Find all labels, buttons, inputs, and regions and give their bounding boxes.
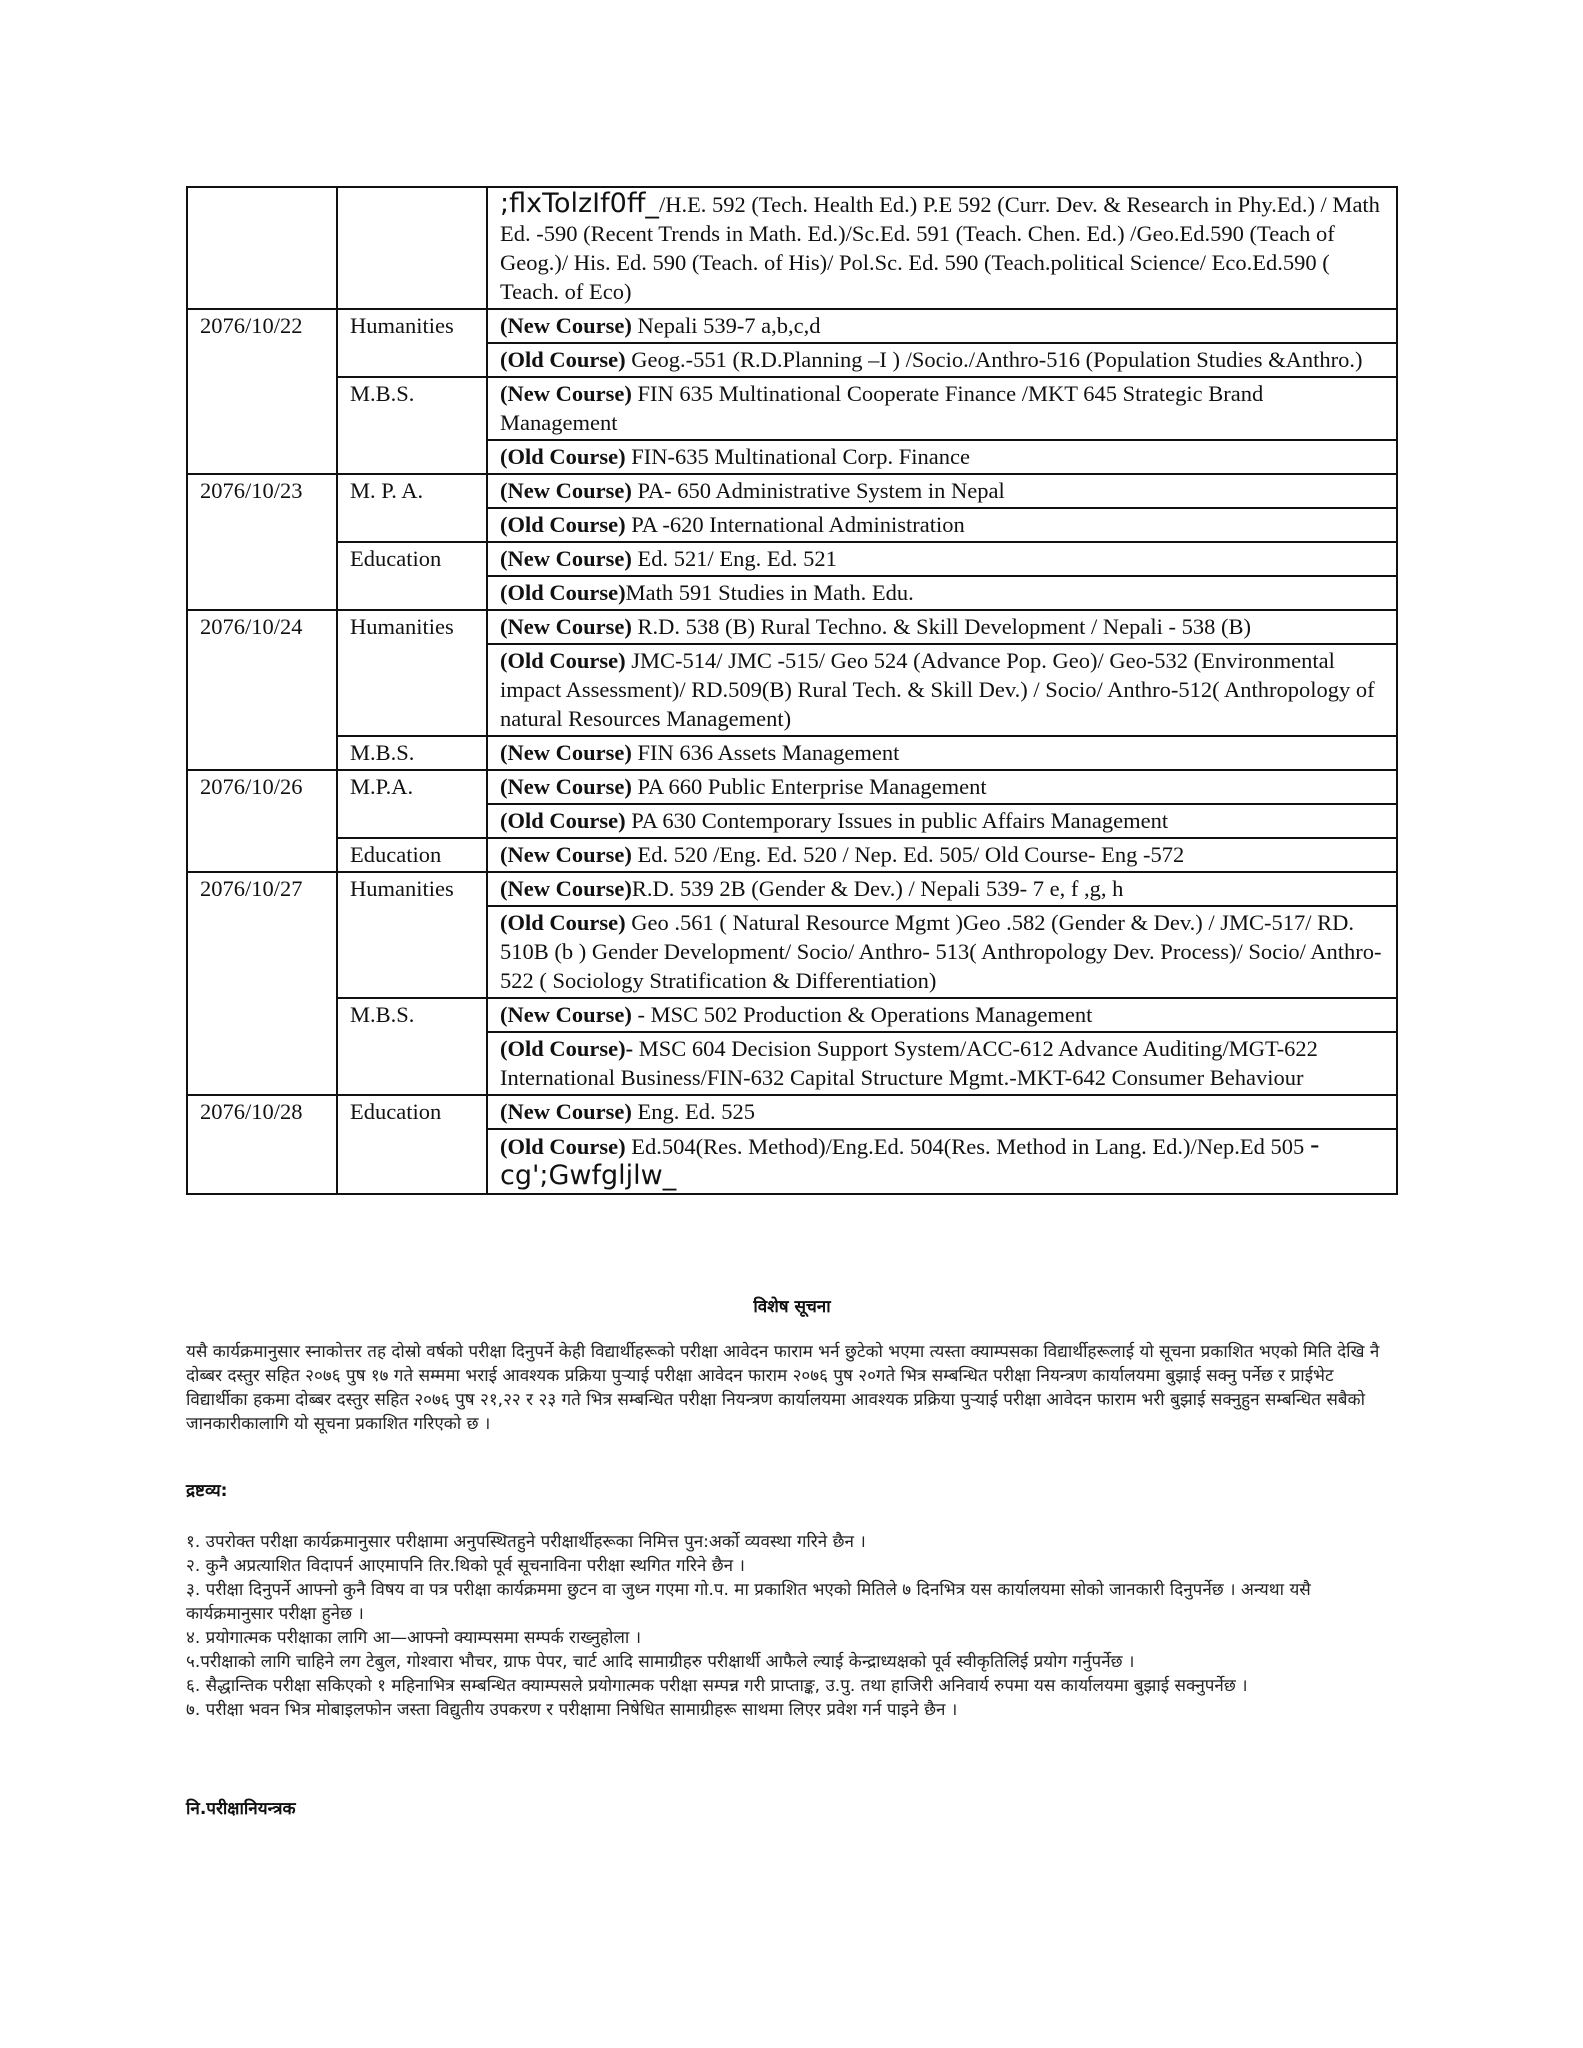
course-type-label: (New Course) (500, 842, 632, 867)
course-text: Math 591 Studies in Math. Edu. (625, 580, 914, 605)
faculty-cell (337, 576, 487, 610)
remarks-list (186, 1530, 1398, 1722)
course-cell (487, 377, 1397, 440)
exam-date-cell: 2076/10/23 (187, 474, 337, 508)
faculty-cell: M.B.S. (337, 736, 487, 770)
course-text: Nepali 539-7 a,b,c,d (631, 313, 821, 338)
course-type-label: (Old Course) (500, 808, 626, 833)
course-cell (487, 644, 1397, 736)
course-text: /H.E. 592 (Tech. Health Ed.) P.E 592 (Curr. Dev. & Research in Phy.Ed.) / Math Ed. -590 (Recent Trends in Math. Ed.)/Sc.Ed. 591 (Teach. Chen. Ed.) /Geo.Ed.590 (Teach of Geog.)/ His. Ed. 590 (Teach. of His)/ Pol.Sc. Ed. 590 (Teach.political Science/ Eco.Ed.590 ( Teach. of Eco) (500, 192, 1380, 304)
exam-date-cell (187, 1032, 337, 1095)
exam-date-cell (187, 804, 337, 838)
course-type-label: (Old Course) (500, 910, 626, 935)
faculty-cell: M.B.S. (337, 377, 487, 440)
course-cell (487, 474, 1397, 508)
exam-date-cell (187, 838, 337, 872)
encoded-text: -cg';Gwfgljlw_ (500, 1130, 1320, 1191)
signature-title: नि.परीक्षानियन्त्रक (186, 1799, 296, 1819)
course-cell (487, 872, 1397, 906)
course-text: Ed. 520 /Eng. Ed. 520 / Nep. Ed. 505/ Old Course- Eng -572 (631, 842, 1185, 867)
course-text: PA -620 International Administration (625, 512, 965, 537)
remark-item: ४. प्रयोगात्मक परीक्षाका लागि आ—आफ्नो क्याम्पसमा सम्पर्क राख्नुहोला । (186, 1628, 642, 1648)
faculty-cell: Humanities (337, 309, 487, 343)
course-text: JMC-514/ JMC -515/ Geo 524 (Advance Pop. Geo)/ Geo-532 (Environmental impact Assessment)/ RD.509(B) Rural Tech. & Skill Dev.) / Socio/ Anthro-512( Anthropology of natural Resources Management) (500, 648, 1375, 731)
exam-date-cell (187, 1129, 337, 1194)
faculty-cell (337, 1129, 487, 1194)
exam-date-cell (187, 187, 337, 309)
faculty-cell (337, 644, 487, 736)
faculty-cell: M.B.S. (337, 998, 487, 1032)
remarks-heading: द्रष्टव्य: (186, 1481, 228, 1501)
exam-date-cell (187, 508, 337, 542)
course-cell (487, 343, 1397, 377)
course-cell (487, 187, 1397, 309)
remark-item: २. कुनै अप्रत्याशित विदापर्न आएमापनि तिर.थिको पूर्व सूचनाविना परीक्षा स्थगित गरिने छैन । (186, 1556, 745, 1576)
course-type-label: (Old Course) (500, 512, 626, 537)
course-cell (487, 1129, 1397, 1194)
faculty-cell: Humanities (337, 872, 487, 906)
table-row (187, 838, 1397, 872)
course-text: PA- 650 Administrative System in Nepal (631, 478, 1005, 503)
table-row (187, 1032, 1397, 1095)
encoded-text: ;flxTolzIf0ff_ (500, 188, 659, 219)
course-type-label: (New Course) (500, 876, 632, 901)
course-cell (487, 998, 1397, 1032)
exam-date-cell (187, 440, 337, 474)
faculty-cell (337, 440, 487, 474)
table-row (187, 542, 1397, 576)
remark-item: १. उपरोक्त परीक्षा कार्यक्रमानुसार परीक्षामा अनुपस्थितहुने परीक्षार्थीहरूका निमित्त पुन:अर्को व्यवस्था गरिने छैन । (186, 1532, 866, 1552)
course-type-label: (New Course) (500, 774, 632, 799)
exam-date-cell (187, 736, 337, 770)
remark-item: ३. परीक्षा दिनुपर्ने आफ्नो कुनै विषय वा पत्र परीक्षा कार्यक्रममा छुटन वा जुध्न गएमा गो.प. मा प्रकाशित भएको मितिले ७ दिनभित्र यस कार्यालयमा सोको जानकारी दिनुपर्नेछ । अन्यथा यसै कार्यक्रमानुसार परीक्षा हुनेछ । (186, 1580, 1311, 1624)
exam-schedule-table (186, 186, 1398, 1195)
notice-heading: विशेष सूचना (753, 1297, 831, 1317)
course-cell (487, 906, 1397, 998)
exam-date-cell (187, 644, 337, 736)
table-row (187, 187, 1397, 309)
course-text: MSC 604 Decision Support System/ACC-612 Advance Auditing/MGT-622 International Business/FIN-632 Capital Structure Mgmt.-MKT-642 Consumer Behaviour (500, 1036, 1318, 1090)
table-row (187, 644, 1397, 736)
course-cell (487, 542, 1397, 576)
course-type-label: (New Course) (500, 313, 632, 338)
course-type-label: (Old Course) (500, 347, 626, 372)
faculty-cell: M.P.A. (337, 770, 487, 804)
course-text: FIN 635 Multinational Cooperate Finance /MKT 645 Strategic Brand Management (500, 381, 1264, 435)
course-type-label: (Old Course)- (500, 1036, 634, 1061)
faculty-cell: Education (337, 1095, 487, 1129)
course-text: Eng. Ed. 525 (631, 1099, 755, 1124)
table-row (187, 576, 1397, 610)
course-cell (487, 1095, 1397, 1129)
exam-date-cell (187, 343, 337, 377)
table-row (187, 736, 1397, 770)
course-text: Geog.-551 (R.D.Planning –I ) /Socio./Anthro-516 (Population Studies &Anthro.) (625, 347, 1363, 372)
exam-date-cell: 2076/10/22 (187, 309, 337, 343)
course-text: PA 630 Contemporary Issues in public Affairs Management (625, 808, 1169, 833)
faculty-cell: M. P. A. (337, 474, 487, 508)
table-row (187, 508, 1397, 542)
course-cell (487, 508, 1397, 542)
course-type-label: (New Course) (500, 1099, 632, 1124)
course-cell (487, 804, 1397, 838)
course-type-label: (New Course) (500, 740, 632, 765)
exam-date-cell (187, 377, 337, 440)
course-cell (487, 838, 1397, 872)
remark-item: ५.परीक्षाको लागि चाहिने लग टेबुल, गोश्वारा भौचर, ग्राफ पेपर, चार्ट आदि सामाग्रीहरु परीक्षार्थी आफैले ल्याई केन्द्राध्यक्षको पूर्व स्वीकृतिलिई प्रयोग गर्नुपर्नेछ । (186, 1652, 1135, 1672)
course-text: R.D. 539 2B (Gender & Dev.) / Nepali 539- 7 e, f ,g, h (631, 876, 1124, 901)
course-text: Ed.504(Res. Method)/Eng.Ed. 504(Res. Method in Lang. Ed.)/Nep.Ed 505 (625, 1134, 1310, 1159)
table-row (187, 1129, 1397, 1194)
course-text: PA 660 Public Enterprise Management (631, 774, 987, 799)
table-row (187, 343, 1397, 377)
remark-item: ६. सैद्धान्तिक परीक्षा सकिएको १ महिनाभित्र सम्बन्धित क्याम्पसले प्रयोगात्मक परीक्षा सम्पन्न गरी प्राप्ताङ्क, उ.पु. तथा हाजिरी अनिवार्य रुपमा यस कार्यालयमा बुझाई सक्नुपर्नेछ । (186, 1676, 1248, 1696)
table-row (187, 610, 1397, 644)
exam-date-cell (187, 542, 337, 576)
table-row (187, 804, 1397, 838)
course-type-label: (Old Course) (500, 648, 626, 673)
course-cell (487, 610, 1397, 644)
exam-date-cell (187, 998, 337, 1032)
table-row (187, 998, 1397, 1032)
course-cell (487, 770, 1397, 804)
faculty-cell: Education (337, 542, 487, 576)
faculty-cell (337, 343, 487, 377)
exam-date-cell (187, 576, 337, 610)
course-type-label: (New Course) (500, 1002, 632, 1027)
exam-date-cell: 2076/10/24 (187, 610, 337, 644)
remark-item: ७. परीक्षा भवन भित्र मोबाइलफोन जस्ता विद्युतीय उपकरण र परीक्षामा निषेधित सामाग्रीहरू साथमा लिएर प्रवेश गर्न पाइने छैन । (186, 1700, 958, 1720)
table-row (187, 440, 1397, 474)
faculty-cell (337, 1032, 487, 1095)
course-type-label: (Old Course) (500, 1134, 626, 1159)
table-row (187, 906, 1397, 998)
table-row (187, 309, 1397, 343)
course-type-label: (New Course) (500, 614, 632, 639)
table-row (187, 770, 1397, 804)
course-cell (487, 736, 1397, 770)
course-text: FIN 636 Assets Management (631, 740, 900, 765)
table-row (187, 377, 1397, 440)
table-row (187, 474, 1397, 508)
course-cell (487, 309, 1397, 343)
course-cell (487, 576, 1397, 610)
faculty-cell (337, 187, 487, 309)
course-cell (487, 1032, 1397, 1095)
notice-body: यसै कार्यक्रमानुसार स्नाकोत्तर तह दोस्रो वर्षको परीक्षा दिनुपर्ने केही विद्यार्थीहरूको परीक्षा आवेदन फाराम भर्न छुटेको भएमा त्यस्ता क्याम्पसका विद्यार्थीहरूलाई यो सूचना प्रकाशित भएको मिति देखि नै दोब्बर दस्तुर सहित २०७६ पुष १७ गते सम्ममा भराई आवश्यक प्रक्रिया पुऱ्याई परीक्षा आवेदन फाराम २०७६ पुष २०गते भित्र सम्बन्धित परीक्षा नियन्त्रण कार्यालयमा बुझाई सक्नु पर्नेछ र प्राईभेट विद्यार्थीका हकमा दोब्बर दस्तुर सहित २०७६ पुष २१,२२ र २३ गते भित्र सम्बन्धित परीक्षा नियन्त्रण कार्यालयमा आवश्यक प्रक्रिया पुऱ्याई परीक्षा आवेदन फाराम भरी बुझाई सक्नुहुन सम्बन्धित सबैको जानकारीकालागि यो सूचना प्रकाशित गरिएको छ । (186, 1342, 1380, 1434)
faculty-cell (337, 906, 487, 998)
exam-date-cell: 2076/10/26 (187, 770, 337, 804)
course-type-label: (New Course) (500, 478, 632, 503)
course-text: FIN-635 Multinational Corp. Finance (625, 444, 970, 469)
faculty-cell (337, 804, 487, 838)
course-text: R.D. 538 (B) Rural Techno. & Skill Development / Nepali - 538 (B) (631, 614, 1252, 639)
course-type-label: (New Course) (500, 546, 632, 571)
course-type-label: (Old Course) (500, 444, 626, 469)
table-row (187, 1095, 1397, 1129)
exam-date-cell: 2076/10/27 (187, 872, 337, 906)
course-cell (487, 440, 1397, 474)
course-type-label: (New Course) (500, 381, 632, 406)
faculty-cell: Education (337, 838, 487, 872)
course-type-label: (Old Course) (500, 580, 626, 605)
course-text: - MSC 502 Production & Operations Management (631, 1002, 1093, 1027)
faculty-cell: Humanities (337, 610, 487, 644)
table-row (187, 872, 1397, 906)
faculty-cell (337, 508, 487, 542)
exam-date-cell: 2076/10/28 (187, 1095, 337, 1129)
course-text: Ed. 521/ Eng. Ed. 521 (631, 546, 837, 571)
exam-date-cell (187, 906, 337, 998)
course-text: Geo .561 ( Natural Resource Mgmt )Geo .582 (Gender & Dev.) / JMC-517/ RD. 510B (b ) Gender Development/ Socio/ Anthro- 513( Anthropology Dev. Process)/ Socio/ Anthro-522 ( Sociology Stratification & Differentiation) (500, 910, 1382, 993)
